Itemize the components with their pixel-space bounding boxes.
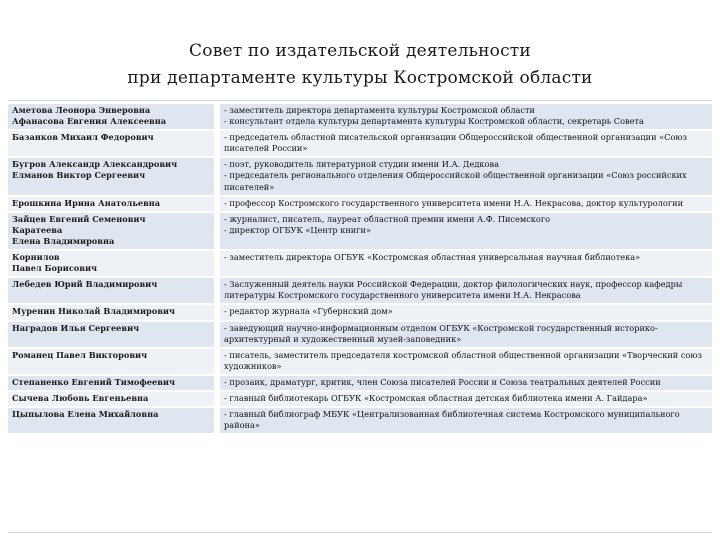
member-name-cell	[8, 349, 214, 376]
member-name-cell	[8, 131, 214, 158]
member-name: Елманов Виктор Сергеевич	[12, 170, 146, 181]
page-title	[0, 38, 720, 92]
member-role: - поэт, руководитель литературной студии имени И.А. Дедкова	[224, 159, 499, 170]
table-row	[8, 278, 712, 305]
member-role-cell	[220, 131, 712, 158]
member-role: - директор ОГБУК «Центр книги»	[224, 224, 371, 235]
member-name: Базанков Михаил Федорович	[12, 132, 154, 143]
member-role-cell	[220, 392, 712, 408]
top-divider	[8, 100, 712, 101]
table-row	[8, 131, 712, 158]
member-name-cell	[8, 197, 214, 213]
member-role: - Заслуженный деятель науки Российской Федерации, доктор филологических наук, профессор кафедры литературы Костромского государственного университета имени Н.А. Некрасова	[224, 279, 683, 301]
member-role: - писатель, заместитель председателя костромской областной общественной организации «Творческий союз художников»	[224, 349, 702, 371]
member-role: - консультант отдела культуры департамента культуры Костромской области, секретарь Совета	[224, 116, 644, 127]
member-name-cell	[8, 251, 214, 278]
member-name: Елена Владимировна	[12, 235, 115, 246]
member-name-cell	[8, 278, 214, 305]
table-row	[8, 197, 712, 213]
table-row	[8, 158, 712, 196]
table-row	[8, 251, 712, 278]
member-name: Каратеева	[12, 224, 63, 235]
table-row	[8, 213, 712, 251]
member-role-cell	[220, 197, 712, 213]
member-name: Ерошкина Ирина Анатольевна	[12, 197, 161, 208]
member-name: Афанасова Евгения Алексеевна	[12, 116, 167, 127]
member-name-cell	[8, 392, 214, 408]
title-line-1: Совет по издательской деятельности	[189, 41, 531, 61]
member-name-cell	[8, 104, 214, 131]
member-name-cell	[8, 158, 214, 196]
member-name: Корнилов	[12, 252, 60, 263]
member-role-cell	[220, 305, 712, 321]
member-role-cell	[220, 104, 712, 131]
member-name-cell	[8, 322, 214, 349]
member-name: Лебедев Юрий Владимирович	[12, 279, 158, 290]
member-name-cell	[8, 305, 214, 321]
member-name-cell	[8, 376, 214, 392]
member-name: Цыпылова Елена Михайловна	[12, 409, 159, 420]
title-line-2: при департаменте культуры Костромской области	[127, 68, 593, 88]
members-table	[8, 104, 712, 435]
member-role: - профессор Костромского государственного университета имени Н.А. Некрасова, доктор культурологии	[224, 197, 684, 208]
member-name-cell	[8, 213, 214, 251]
member-role-cell	[220, 213, 712, 251]
table-row	[8, 376, 712, 392]
member-role: - прозаик, драматург, критик, член Союза писателей России и Союза театральных деятелей России	[224, 376, 661, 387]
member-name: Павел Борисович	[12, 263, 98, 274]
table-row	[8, 322, 712, 349]
member-role-cell	[220, 322, 712, 349]
member-role: - заведующий научно-информационным отделом ОГБУК «Костромской государственный историко-архитектурный и художественный музей-заповедник»	[224, 322, 658, 344]
member-role: - председатель регионального отделения Общероссийской общественной организации «Союз российских писателей»	[224, 170, 687, 192]
member-role-cell	[220, 376, 712, 392]
member-name: Муренин Николай Владимирович	[12, 306, 175, 317]
member-name: Степаненко Евгений Тимофеевич	[12, 376, 175, 387]
member-name: Романец Павел Викторович	[12, 349, 148, 360]
member-name: Аметова Леонора Энверовна	[12, 105, 151, 115]
table-row	[8, 349, 712, 376]
member-name: Зайцев Евгений Семенович	[12, 213, 146, 224]
member-name: Сычева Любовь Евгеньевна	[12, 392, 149, 403]
member-role: - редактор журнала «Губернский дом»	[224, 306, 393, 317]
member-role: - председатель областной писательской организации Общероссийской общественной организации «Союз писателей России»	[224, 132, 687, 154]
table-row	[8, 305, 712, 321]
member-role: - главный библиограф МБУК «Централизованная библиотечная система Костромского муниципального района»	[224, 409, 680, 431]
table-row	[8, 392, 712, 408]
table-row	[8, 408, 712, 435]
member-role-cell	[220, 349, 712, 376]
bottom-divider	[8, 532, 712, 533]
member-role: - заместитель директора департамента культуры Костромской области	[224, 105, 536, 115]
member-name: Наградов Илья Сергеевич	[12, 322, 140, 333]
member-role-cell	[220, 158, 712, 196]
members-table-body	[8, 104, 712, 435]
member-name: Бугров Александр Александрович	[12, 159, 178, 170]
member-role: - заместитель директора ОГБУК «Костромская областная универсальная научная библиотека»	[224, 252, 641, 263]
member-role: - журналист, писатель, лауреат областной премии имени А.Ф. Писемского	[224, 213, 551, 224]
member-role: - главный библиотекарь ОГБУК «Костромская областная детская библиотека имени А. Гайдара»	[224, 392, 648, 403]
member-role-cell	[220, 408, 712, 435]
table-row	[8, 104, 712, 131]
member-role-cell	[220, 251, 712, 278]
member-role-cell	[220, 278, 712, 305]
member-name-cell	[8, 408, 214, 435]
